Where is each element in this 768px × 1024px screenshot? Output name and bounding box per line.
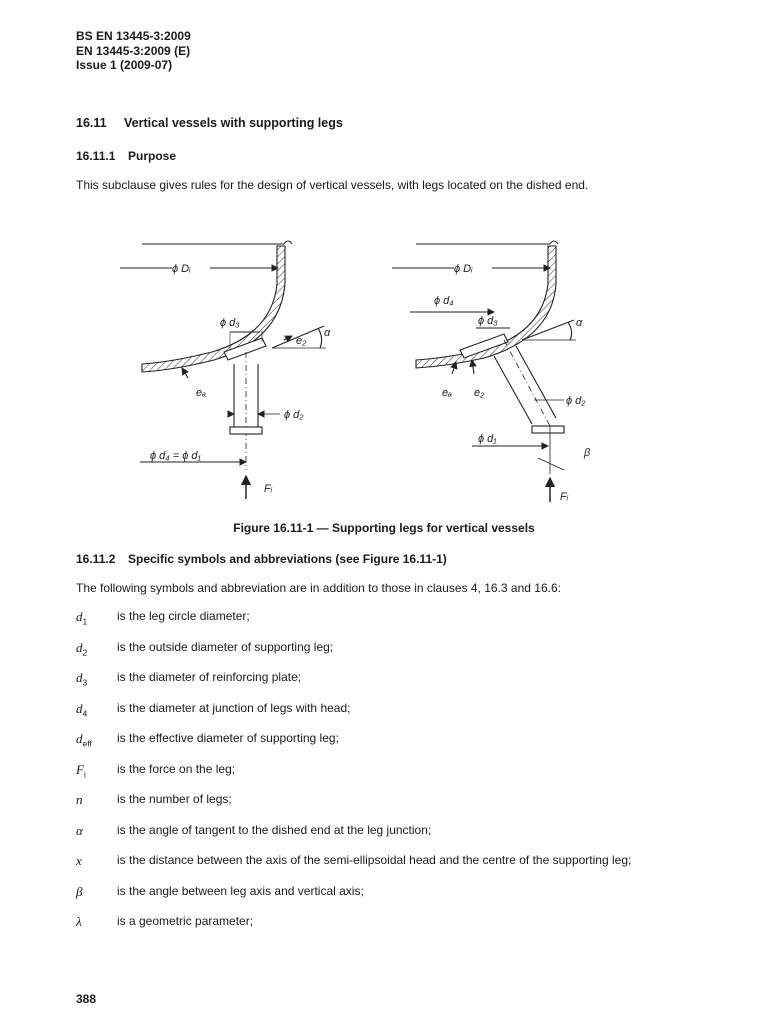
document-header bbox=[76, 29, 191, 73]
symbol: x bbox=[76, 853, 82, 868]
right-foot-plate bbox=[532, 426, 564, 433]
issue-info: Issue 1 (2009-07) bbox=[76, 58, 173, 72]
label-left-alpha: α bbox=[324, 327, 331, 339]
symbol: λ bbox=[76, 914, 82, 929]
label-left-d2: ϕ d₂ bbox=[284, 409, 304, 421]
right-figure-labels bbox=[434, 263, 591, 503]
label-right-e2: e₂ bbox=[474, 387, 485, 399]
definition-text: is the force on the leg; bbox=[117, 761, 236, 776]
standard-id-en: EN 13445-3:2009 (E) bbox=[76, 43, 191, 58]
definition-text: is the number of legs; bbox=[117, 792, 232, 806]
symbol: $d_3$ bbox=[76, 670, 88, 688]
definition-text: is the angle between leg axis and vertical axis; bbox=[117, 883, 364, 898]
right-vessel-drawing bbox=[392, 241, 576, 502]
label-left-Di: ϕ Dᵢ bbox=[172, 263, 191, 275]
purpose-paragraph: This subclause gives rules for the design of vertical vessels, with legs located on the dished end. bbox=[76, 178, 589, 192]
label-right-d4: ϕ d₄ bbox=[434, 295, 454, 307]
subsection-number: 16.11.2 bbox=[76, 552, 116, 566]
left-dished-end bbox=[142, 246, 285, 372]
subsection-heading-symbols bbox=[76, 552, 447, 566]
symbol: $d_1$ bbox=[76, 609, 88, 627]
definition-text: is the effective diameter of supporting leg; bbox=[117, 731, 339, 745]
subsection-heading-purpose bbox=[76, 149, 176, 163]
label-right-Fi: Fᵢ bbox=[560, 491, 569, 503]
label-right-Di: ϕ Dᵢ bbox=[454, 263, 473, 275]
definition-text: is a geometric parameter; bbox=[117, 914, 254, 928]
label-right-d1: ϕ d₁ bbox=[478, 433, 497, 445]
standard-id: BS EN 13445-3:2009 bbox=[76, 29, 191, 43]
label-left-ea: eₐ bbox=[196, 387, 207, 399]
symbols-intro-paragraph: The following symbols and abbreviation are in addition to those in clauses 4, 16.3 and 16.6: bbox=[76, 581, 561, 595]
symbol: α bbox=[76, 822, 83, 838]
definition-text: is the leg circle diameter; bbox=[117, 609, 250, 623]
label-right-d3: ϕ d₃ bbox=[478, 315, 498, 327]
definition-text: is the distance between the axis of the semi-ellipsoidal head and the centre of the supporting leg; bbox=[117, 853, 632, 867]
figure-supporting-legs bbox=[112, 224, 632, 514]
section-title: Vertical vessels with supporting legs bbox=[124, 116, 343, 130]
section-heading bbox=[76, 116, 343, 130]
right-leg bbox=[494, 356, 532, 424]
symbol: $d_4$ bbox=[76, 700, 88, 719]
symbol: $F_i$ bbox=[76, 761, 86, 780]
figure-caption: Figure 16.11-1 — Supporting legs for vertical vessels bbox=[233, 521, 535, 535]
page-number: 388 bbox=[76, 992, 97, 1006]
subsection-title: Specific symbols and abbreviations (see Figure 16.11-1) bbox=[128, 552, 447, 566]
label-left-d3: ϕ d₃ bbox=[220, 317, 240, 329]
section-number: 16.11 bbox=[76, 116, 107, 130]
label-right-beta: β bbox=[584, 447, 591, 459]
symbol: $d_{eff}$ bbox=[76, 731, 92, 749]
label-left-Fi: Fᵢ bbox=[264, 483, 273, 495]
definition-text: is the diameter of reinforcing plate; bbox=[117, 670, 302, 684]
subsection-number: 16.11.1 bbox=[76, 149, 116, 163]
symbol: β bbox=[76, 883, 83, 899]
left-foot-plate bbox=[230, 427, 262, 434]
definition-text: is the outside diameter of supporting leg; bbox=[117, 639, 334, 654]
label-right-alpha: α bbox=[576, 317, 583, 329]
definition-text: is the diameter at junction of legs with head; bbox=[117, 700, 351, 715]
subsection-title: Purpose bbox=[128, 149, 177, 163]
label-right-d2: ϕ d₂ bbox=[566, 395, 586, 407]
label-left-e2: e₂ bbox=[296, 335, 307, 347]
definition-text: is the angle of tangent to the dished end at the leg junction; bbox=[117, 822, 432, 837]
symbol: n bbox=[76, 792, 83, 807]
symbol: $d_2$ bbox=[76, 639, 88, 658]
label-right-ea: eₐ bbox=[442, 387, 453, 399]
label-left-d4-eq-d1: ϕ d₄ = ϕ d₁ bbox=[150, 450, 201, 462]
left-figure-labels bbox=[150, 263, 331, 495]
